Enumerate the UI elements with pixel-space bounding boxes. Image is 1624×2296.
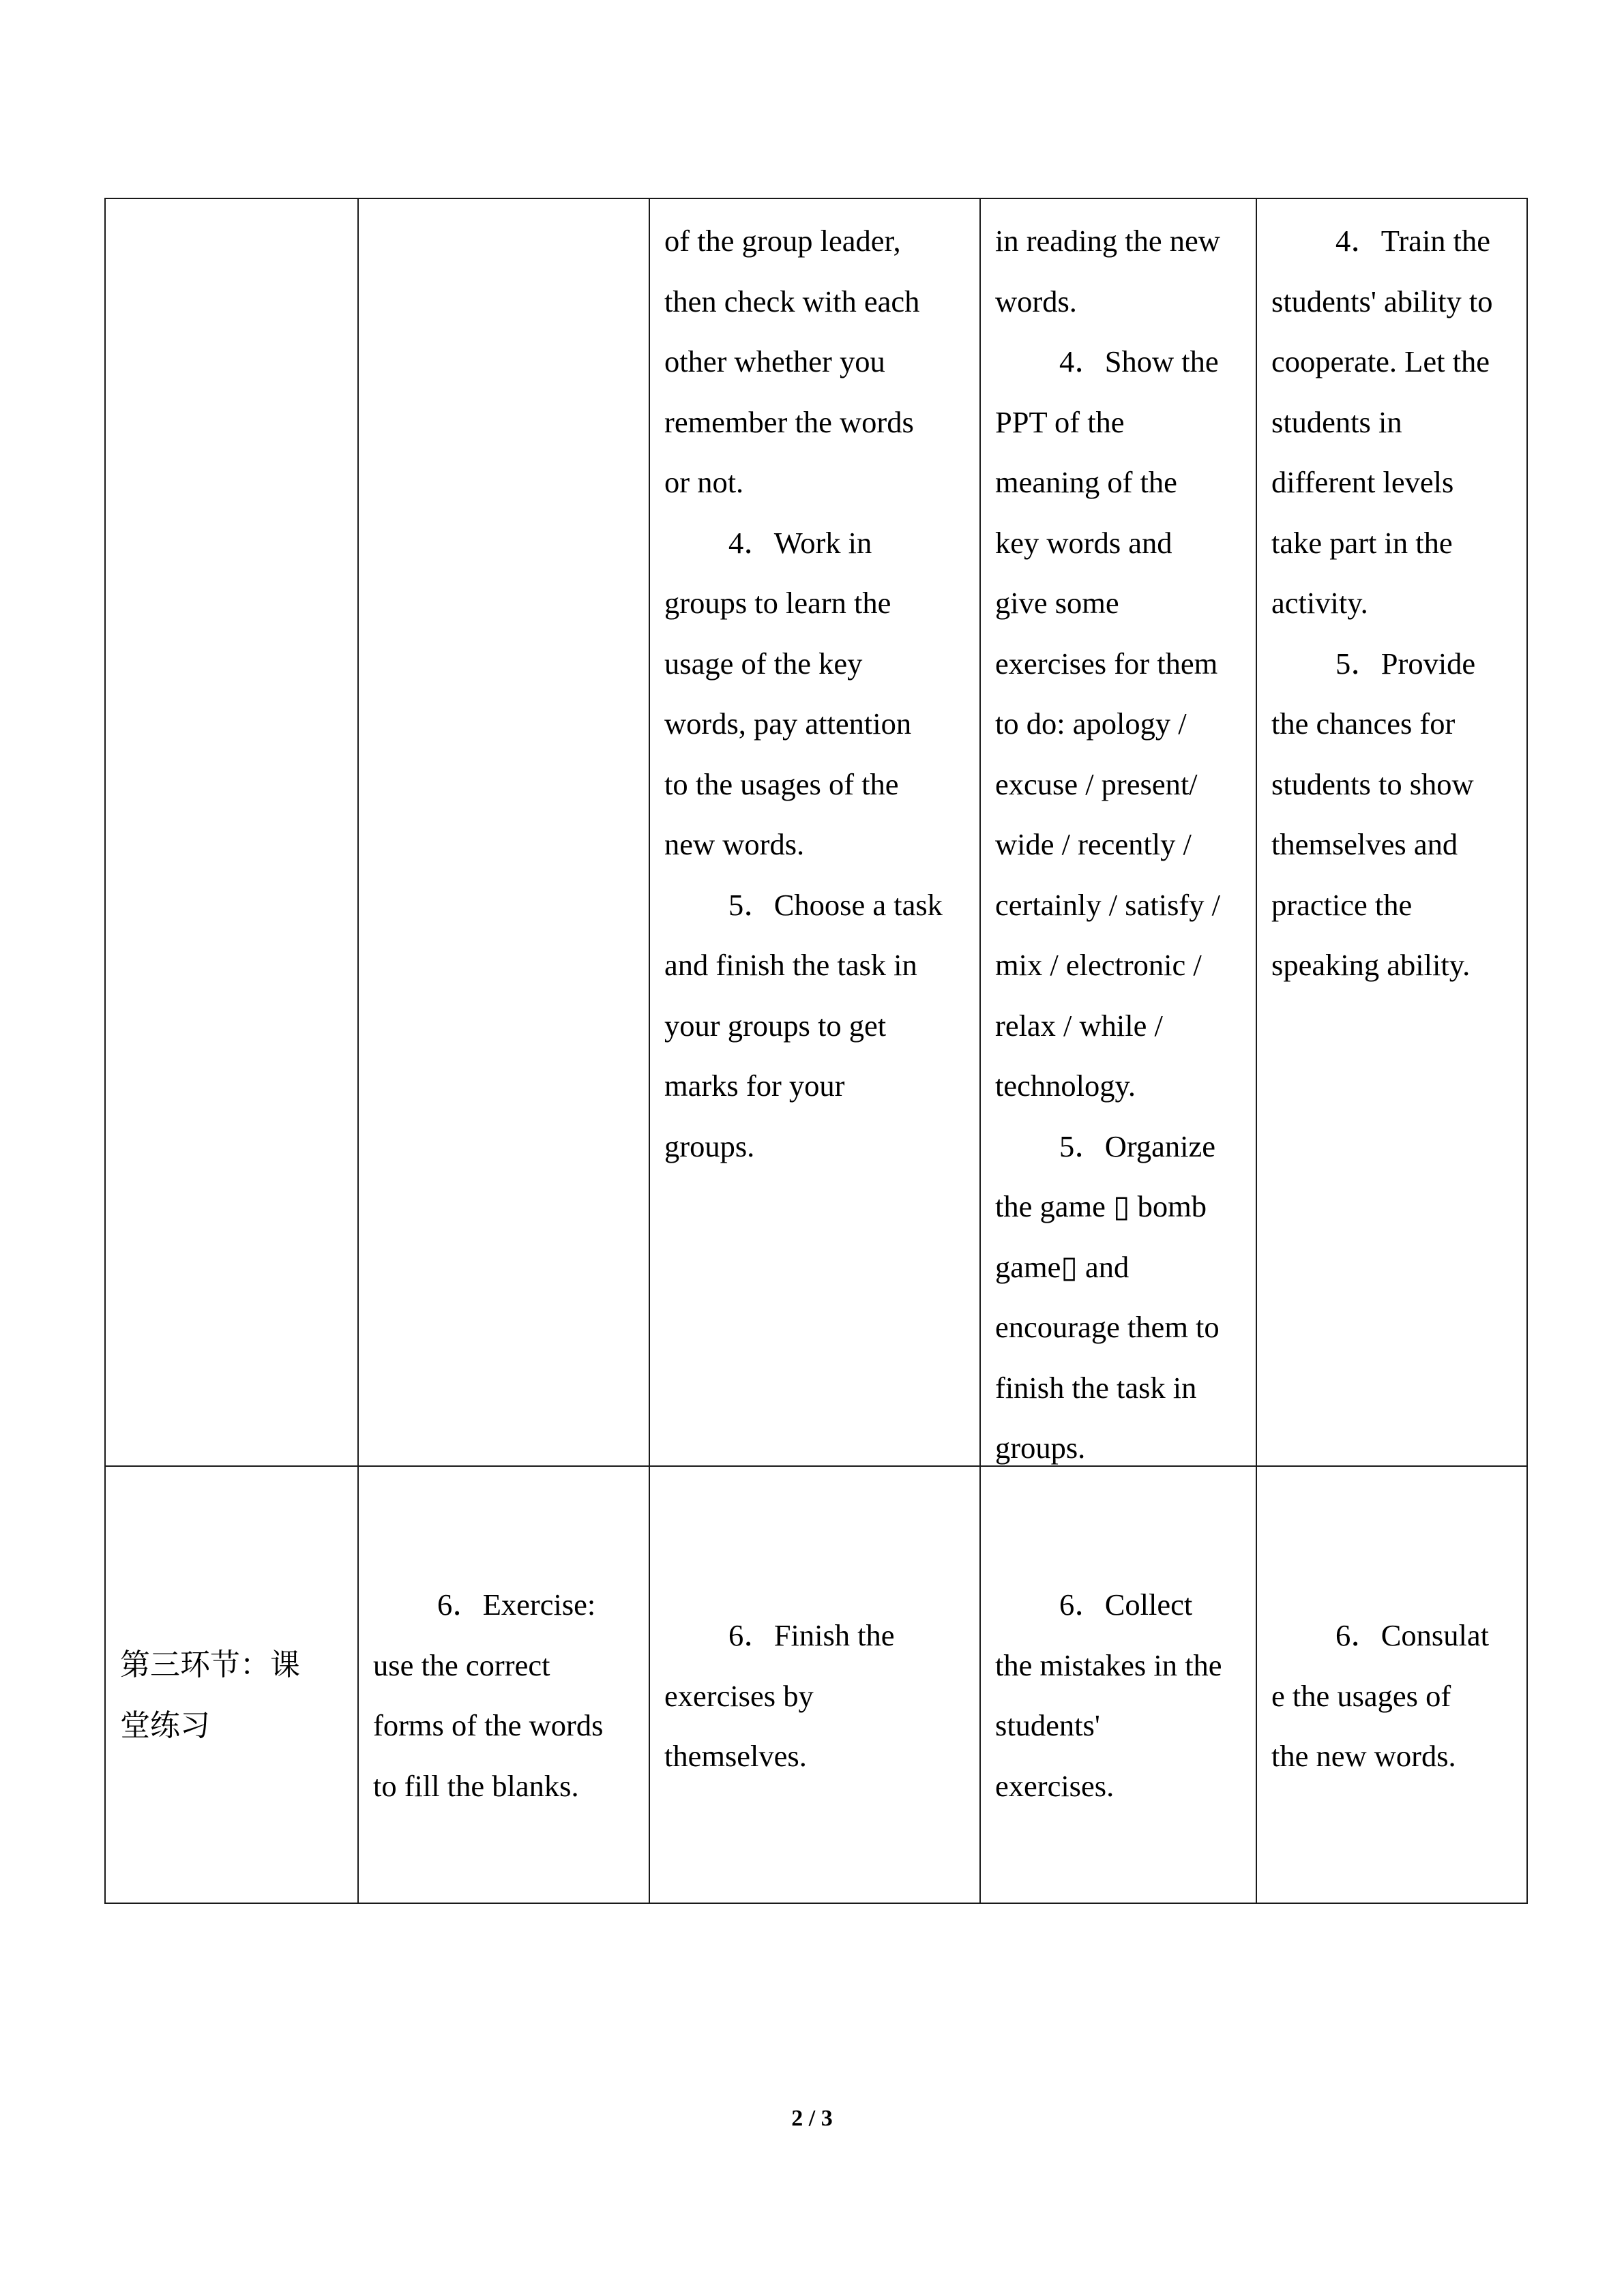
cell-text-line: marks for your: [664, 1069, 845, 1103]
cell-text-line: relax / while /: [995, 1008, 1163, 1043]
table-right-border: [1526, 198, 1528, 1904]
cell-text-line: groups to learn the: [664, 586, 891, 620]
cell-text-line: key words and: [995, 525, 1172, 560]
cell-text-line: 堂练习: [120, 1708, 210, 1743]
cell-text-line: groups.: [664, 1129, 755, 1163]
cell-text-line: students in: [1271, 404, 1402, 439]
cell-text-line: or not.: [664, 465, 744, 499]
cell-text-line: forms of the words: [373, 1708, 604, 1742]
cell-text-line: exercises by: [664, 1678, 814, 1713]
cell-text-line: finish the task in: [995, 1370, 1197, 1405]
cell-text-line: technology.: [995, 1069, 1136, 1103]
cell-text-line: new words.: [664, 827, 805, 861]
cell-text-line: cooperate. Let the: [1271, 344, 1490, 378]
column-divider: [1256, 198, 1257, 1904]
cell-text-line: to fill the blanks.: [373, 1768, 579, 1803]
cell-text-line: 6．Exercise:: [437, 1587, 596, 1622]
cell-text-line: to do: apology /: [995, 706, 1187, 741]
cell-text-line: and finish the task in: [664, 948, 917, 982]
column-divider: [357, 198, 359, 1904]
cell-text-line: remember the words: [664, 404, 914, 439]
row-divider: [104, 1465, 1528, 1467]
cell-text-line: then check with each: [664, 284, 920, 318]
cell-text-line: 4．Show the: [1059, 344, 1219, 378]
cell-text-line: wide / recently /: [995, 827, 1192, 861]
cell-text-line: groups.: [995, 1431, 1086, 1465]
cell-text-line: words, pay attention: [664, 706, 912, 741]
cell-text-line: e the usages of: [1271, 1678, 1451, 1713]
column-divider: [979, 198, 981, 1904]
cell-text-line: the mistakes in the: [995, 1648, 1222, 1682]
cell-text-line: excuse / present/: [995, 766, 1198, 801]
cell-text-line: 5．Organize: [1059, 1129, 1216, 1163]
cell-text-line: 4．Train the: [1335, 224, 1491, 258]
cell-text-line: meaning of the: [995, 465, 1177, 499]
cell-text-line: 6．Consulat: [1335, 1618, 1489, 1652]
cell-text-line: 5．Choose a task: [728, 887, 943, 922]
cell-text-line: words.: [995, 284, 1077, 318]
stage-cell: [120, 1635, 300, 1756]
cell-text-line: mix / electronic /: [995, 948, 1202, 982]
cell-text-line: students' ability to: [1271, 284, 1493, 318]
cell-text-line: exercises for them: [995, 646, 1218, 681]
task-cell: [373, 1575, 603, 1816]
cell-text-line: different levels: [1271, 465, 1454, 499]
cell-text-line: speaking ability.: [1271, 948, 1471, 982]
table-bottom-border: [104, 1903, 1528, 1904]
cell-text-line: 5．Provide: [1335, 646, 1476, 681]
cell-text-line: students': [995, 1708, 1100, 1742]
design-intent-cell: [1271, 1605, 1489, 1787]
cell-text-line: themselves and: [1271, 827, 1458, 861]
cell-text-line: in reading the new: [995, 224, 1220, 258]
cell-text-line: 6．Collect: [1059, 1587, 1193, 1622]
column-divider: [649, 198, 650, 1904]
teacher-activities-cell: [995, 211, 1220, 1478]
table-top-border: [104, 198, 1528, 199]
cell-text-line: the new words.: [1271, 1739, 1456, 1773]
cell-text-line: use the correct: [373, 1648, 550, 1682]
cell-text-line: exercises.: [995, 1768, 1114, 1803]
cell-text-line: 6．Finish the: [728, 1618, 895, 1652]
cell-text-line: certainly / satisfy /: [995, 887, 1220, 922]
cell-text-line: of the group leader,: [664, 224, 901, 258]
cell-text-line: practice the: [1271, 887, 1413, 922]
teacher-activities-cell: [995, 1575, 1222, 1816]
cell-text-line: take part in the: [1271, 525, 1453, 560]
cell-text-line: students to show: [1271, 766, 1474, 801]
cell-text-line: to the usages of the: [664, 766, 899, 801]
design-intent-cell: [1271, 211, 1492, 996]
cell-text-line: game▯ and: [995, 1249, 1130, 1284]
cell-text-line: PPT of the: [995, 404, 1125, 439]
cell-text-line: 第三环节：课: [120, 1648, 300, 1682]
students-activities-cell: [664, 1605, 895, 1787]
cell-text-line: your groups to get: [664, 1008, 887, 1043]
cell-text-line: activity.: [1271, 586, 1368, 620]
page-number: 2 / 3: [791, 2106, 833, 2131]
cell-text-line: usage of the key: [664, 646, 863, 681]
cell-text-line: 4．Work in: [728, 525, 872, 560]
cell-text-line: the game ▯ bomb: [995, 1189, 1207, 1223]
students-activities-cell: [664, 211, 943, 1176]
cell-text-line: themselves.: [664, 1739, 807, 1773]
cell-text-line: the chances for: [1271, 706, 1456, 741]
cell-text-line: encourage them to: [995, 1310, 1220, 1344]
cell-text-line: other whether you: [664, 344, 885, 378]
cell-text-line: give some: [995, 586, 1119, 620]
table-left-border: [104, 198, 106, 1904]
